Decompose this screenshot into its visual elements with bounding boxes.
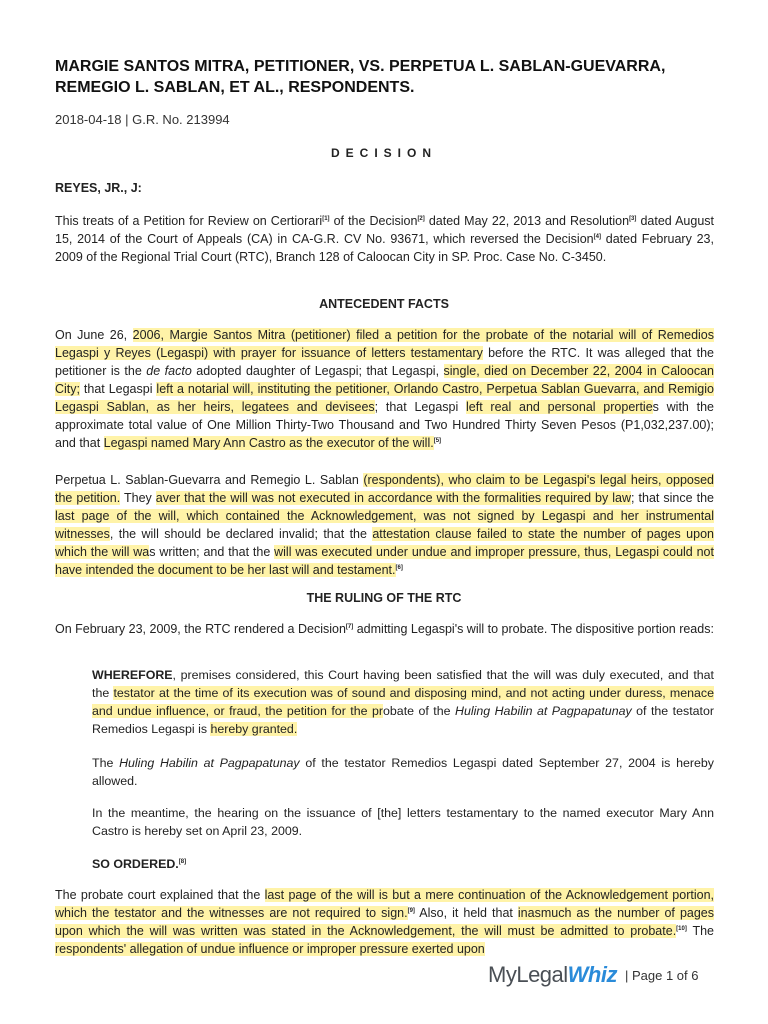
paragraph-probate-court: The probate court explained that the last page of the will is but a mere continuation of the Acknowledgement portion, which the testator and the witnesses are not required to sign.[9] Also, it held that inasmuch as the number of pages upon which the will was written was stated in the Acknowledgement, the will must be admitted to probate.[10] The respondents' allegation of undue influence or improper pressure exerted upon [55,888,715,956]
footnote-ref[interactable]: [10] [676,926,687,932]
case-title: MARGIE SANTOS MITRA, PETITIONER, VS. PERPETUA L. SABLAN-GUEVARRA, REMEGIO L. SABLAN, ET AL., RESPONDENTS. [55,58,666,96]
footnote-ref[interactable]: [8] [178,859,187,865]
footnote-ref[interactable]: [3] [629,216,637,222]
quote-hearing: In the meantime, the hearing on the issuance of [the] letters testamentary to the named executor Mary Ann Castro is hereby set on April 23, 2009. [92,806,714,838]
footnote-ref[interactable]: [7] [345,624,354,630]
paragraph-intro: This treats of a Petition for Review on Certiorari[1] of the Decision[2] dated May 22, 2013 and Resolution[3] dated August 15, 2014 of the Court of Appeals (CA) in CA-G.R. CV No. 93671, which reversed the Decision[4] dated February 23, 2009 of the Regional Trial Court (RTC), Branch 128 of Caloocan City in SP. Proc. Case No. C-3450. [55,214,715,264]
decision-heading: DECISION [330,146,437,160]
footnote-ref[interactable]: [1] [322,216,330,222]
footnote-ref[interactable]: [2] [417,216,425,222]
quote-wherefore: WHEREFORE, premises considered, this Court having been satisfied that the will was duly executed, and that the testator at the time of its execution was of sound and disposing mind, and not acting under duress, menace and undue influence, or fraud, the petition for the probate of the Huling Habilin at Pagpapatunay of the testator Remedios Legaspi is hereby granted. [92,668,714,736]
quote-so-ordered: SO ORDERED.[8] [92,857,187,871]
ponente: REYES, JR., J: [55,181,142,195]
page-number: | Page 1 of 6 [625,967,699,983]
footnote-ref[interactable]: [5] [433,438,442,444]
page-footer [488,962,699,988]
footnote-ref[interactable]: [4] [593,234,601,240]
heading-antecedent-facts: ANTECEDENT FACTS [319,297,449,311]
paragraph-rtc-decision: On February 23, 2009, the RTC rendered a Decision[7] admitting Legaspi's will to probate. The dispositive portion reads: [55,622,714,636]
paragraph-antecedent: On June 26, 2006, Margie Santos Mitra (petitioner) filed a petition for the probate of the notarial will of Remedios Legaspi y Reyes (Legaspi) with prayer for issuance of letters testamentary before the RTC. It was alleged that the petitioner is the de facto adopted daughter of Legaspi; that Legaspi, single, died on December 22, 2004 in Caloocan City; that Legaspi left a notarial will, instituting the petitioner, Orlando Castro, Perpetua Sablan Guevarra, and Remigio Legaspi Sablan, as her heirs, legatees and devisees; that Legaspi left real and personal properties with the approximate total value of One Million Thirty-Two Thousand and Two Hundred Thirty Seven Pesos (P1,032,237.00); and that Legaspi named Mary Ann Castro as the executor of the will.[5] [55,328,715,450]
footnote-ref[interactable]: [6] [395,565,403,571]
paragraph-opposition: Perpetua L. Sablan-Guevarra and Remegio L. Sablan (respondents), who claim to be Legaspi's legal heirs, opposed the petition. They aver that the will was not executed in accordance with the formalities required by law; that since the last page of the will, which contained the Acknowledgement, was not signed by Legaspi and her instrumental witnesses, the will should be declared invalid; that the attestation clause failed to state the number of pages upon which the will was written; and that the will was executed under undue and improper pressure, thus, Legaspi could not have intended the document to be her last will and testament.[6] [55,473,714,577]
case-meta: 2018-04-18 | G.R. No. 213994 [55,112,230,127]
heading-ruling-rtc: THE RULING OF THE RTC [306,591,462,605]
mylegalwhiz-logo: MyLegalWhiz [488,962,617,987]
footnote-ref[interactable]: [9] [407,908,415,914]
quote-allowed: The Huling Habilin at Pagpapatunay of the testator Remedios Legaspi dated September 27, 2004 is hereby allowed. [92,756,714,788]
